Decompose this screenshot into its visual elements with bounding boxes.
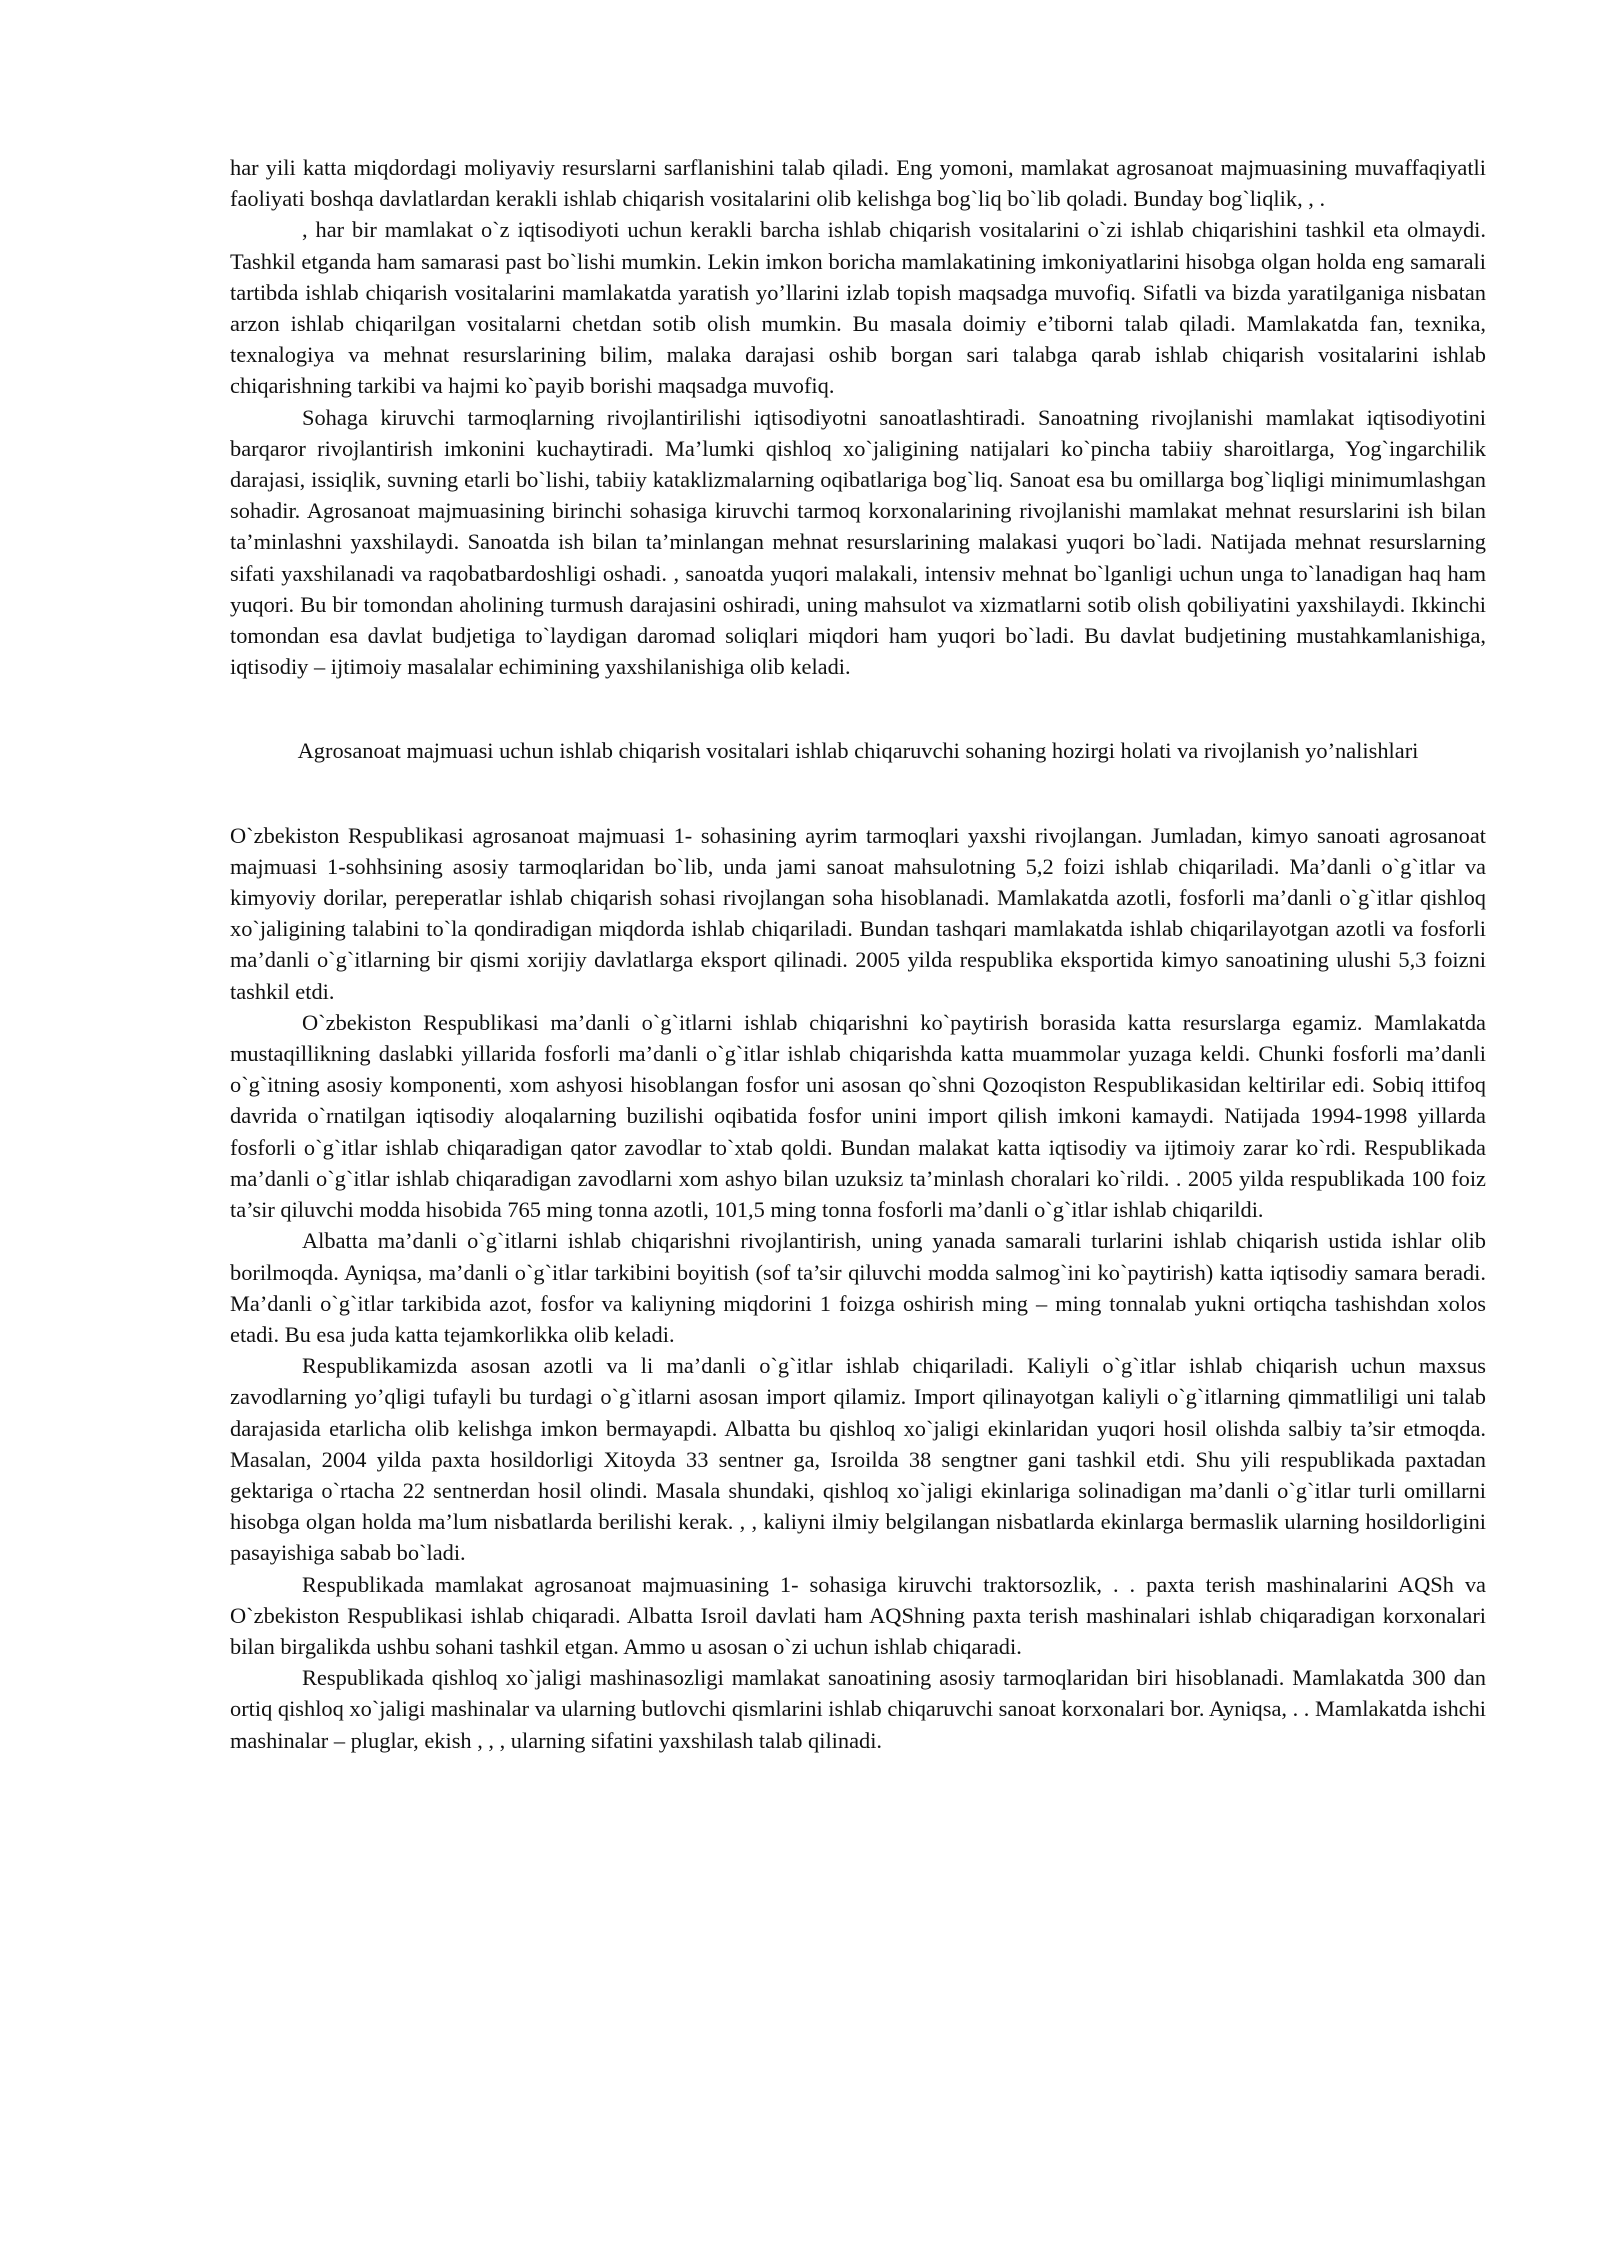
paragraph: Albatta ma’danli o`g`itlarni ishlab chiqarishni rivojlantirish, uning yanada samarali turlarini ishlab chiqarish ustida ishlar olib borilmoqda. Ayniqsa, ma’danli o`g`itlar tarkibini boyitish (sof ta’sir qiluvchi modda salmog`ini ko`paytirish) katta iqtisodiy samara beradi. Ma’danli o`g`itlar tarkibida azot, fosfor va kaliyning miqdorini 1 foizga oshirish ming – ming tonnalab yukni ortiqcha tashishdan xolos etadi. Bu esa juda katta tejamkorlikka olib keladi.	[230, 1228, 1486, 1347]
section-heading: Agrosanoat majmuasi uchun ishlab chiqarish vositalari ishlab chiqaruvchi sohaning hozirgi holati va rivojlanish yo’nalishlari	[297, 738, 1419, 764]
paragraph: O`zbekiston Respublikasi agrosanoat majmuasi 1- sohasining ayrim tarmoqlari yaxshi rivojlangan. Jumladan, kimyo sanoati agrosanoat majmuasi 1-sohhsining asosiy tarmoqlaridan bo`lib, unda jami sanoat mahsulotning 5,2 foizi ishlab chiqariladi. Ma’danli o`g`itlar va kimyoviy dorilar, pereperatlar ishlab chiqarish sohasi rivojlangan soha hisoblanadi. Mamlakatda azotli, fosforli ma’danli o`g`itlar qishloq xo`jaligining talabini to`la qondiradigan miqdorda ishlab chiqariladi. Bundan tashqari mamlakatda ishlab chiqarilayotgan azotli va fosforli ma’danli o`g`itlarning bir qismi xorijiy davlatlarga eksport qilinadi. 2005 yilda respublika eksportida kimyo sanoatining ulushi 5,3 foizni tashkil etdi.	[230, 822, 1486, 1004]
paragraph: Respublikada qishloq xo`jaligi mashinasozligi mamlakat sanoatining asosiy tarmoqlaridan biri hisoblanadi. Mamlakatda 300 dan ortiq qishloq xo`jaligi mashinalar va ularning butlovchi qismlarini ishlab chiqaruvchi sanoat korxonalari bor. Ayniqsa, . . Mamlakatda ishchi mashinalar – pluglar, ekish , , , ularning sifatini yaxshilash talab qilinadi.	[230, 1665, 1486, 1753]
paragraph: O`zbekiston Respublikasi ma’danli o`g`itlarni ishlab chiqarishni ko`paytirish borasida katta resurslarga egamiz. Mamlakatda mustaqillikning daslabki yillarida fosforli ma’danli o`g`itlar ishlab chiqarishda katta muammolar yuzaga keldi. Chunki fosforli ma’danli o`g`itning asosiy komponenti, xom ashyosi hisoblangan fosfor uni asosan qo`shni Qozoqiston Respublikasidan keltirilar edi. Sobiq ittifoq davrida o`rnatilgan iqtisodiy aloqalarning buzilishi oqibatida fosfor unini import qilish imkoni kamaydi. Natijada 1994-1998 yillarda fosforli o`g`itlar ishlab chiqaradigan qator zavodlar to`xtab qoldi. Bundan malakat katta iqtisodiy va ijtimoiy zarar ko`rdi. Respublikada ma’danli o`g`itlar ishlab chiqaradigan zavodlarni xom ashyo bilan uzuksiz ta’minlash choralari ko`rildi. . 2005 yilda respublikada 100 foiz ta’sir qiluvchi modda hisobida 765 ming tonna azotli, 101,5 ming tonna fosforli ma’danli o`g`itlar ishlab chiqarildi.	[230, 1009, 1486, 1223]
document-page	[230, 152, 1486, 1756]
paragraph: har yili katta miqdordagi moliyaviy resurslarni sarflanishini talab qiladi. Eng yomoni, mamlakat agrosanoat majmuasining muvaffaqiyatli faoliyati boshqa davlatlardan kerakli ishlab chiqarish vositalarini olib kelishga bog`liq bo`lib qoladi. Bunday bog`liqlik, , .	[230, 155, 1486, 212]
paragraph: , har bir mamlakat o`z iqtisodiyoti uchun kerakli barcha ishlab chiqarish vositalarini o`zi ishlab chiqarishini tashkil eta olmaydi. Tashkil etganda ham samarasi past bo`lishi mumkin. Lekin imkon boricha mamlakatining imkoniyatlarini hisobga olgan holda eng samarali tartibda ishlab chiqarish vositalarini mamlakatda yaratish yo’llarini izlab topish maqsadga muvofiq. Sifatli va bizda yaratilganiga nisbatan arzon ishlab chiqarilgan vositalarni chetdan sotib olish mumkin. Bu masala doimiy e’tiborni talab qiladi. Mamlakatda fan, texnika, texnalogiya va mehnat resurslarining bilim, malaka darajasi oshib borgan sari talabga qarab ishlab chiqarish vositalarini ishlab chiqarishning tarkibi va hajmi ko`payib borishi maqsadga muvofiq.	[230, 217, 1486, 399]
paragraph: Respublikamizda asosan azotli va li ma’danli o`g`itlar ishlab chiqariladi. Kaliyli o`g`itlar ishlab chiqarish uchun maxsus zavodlarning yo’qligi tufayli bu turdagi o`g`itlarni asosan import qilamiz. Import qilinayotgan kaliyli o`g`itlarning qimmatliligi uni talab darajasida etarlicha olib kelishga imkon bermayapdi. Albatta bu qishloq xo`jaligi ekinlaridan yuqori hosil olishda salbiy ta’sir etmoqda. Masalan, 2004 yilda paxta hosildorligi Xitoyda 33 sentner ga, Isroilda 38 sengtner gani tashkil etdi. Shu yili respublikada paxtadan gektariga o`rtacha 22 sentnerdan hosil olindi. Masala shundaki, qishloq xo`jaligi ekinlariga solinadigan ma’danli o`g`itlar turli omillarni hisobga olgan holda ma’lum nisbatlarda berilishi kerak. , , kaliyni ilmiy belgilangan nisbatlarda ekinlarga bermaslik ularning hosildorligini pasayishiga sabab bo`ladi.	[230, 1353, 1486, 1566]
paragraph: Respublikada mamlakat agrosanoat majmuasining 1- sohasiga kiruvchi traktorsozlik, . . paxta terish mashinalarini AQSh va O`zbekiston Respublikasi ishlab chiqaradi. Albatta Isroil davlati ham AQShning paxta terish mashinalari ishlab chiqaradigan korxonalari bilan birgalikda ushbu sohani tashkil etgan. Ammo u asosan o`zi uchun ishlab chiqaradi.	[230, 1571, 1486, 1659]
paragraph: Sohaga kiruvchi tarmoqlarning rivojlantirilishi iqtisodiyotni sanoatlashtiradi. Sanoatning rivojlanishi mamlakat iqtisodiyotini barqaror rivojlantirish imkonini kuchaytiradi. Ma’lumki qishloq xo`jaligining natijalari ko`pincha tabiiy sharoitlarga, Yog`ingarchilik darajasi, issiqlik, suvning etarli bo`lishi, tabiiy kataklizmalarning oqibatlariga bog`liq. Sanoat esa bu omillarga bog`liqligi minimumlashgan sohadir. Agrosanoat majmuasining birinchi sohasiga kiruvchi tarmoq korxonalarining rivojlanishi mamlakat mehnat resurslarini ish bilan ta’minlashni yaxshilaydi. Sanoatda ish bilan ta’minlangan mehnat resurslarining malakasi yuqori bo`ladi. Natijada mehnat resurslarning sifati yaxshilanadi va raqobatbardoshligi oshadi. , sanoatda yuqori malakali, intensiv mehnat bo`lganligi uchun unga to`lanadigan haq ham yuqori. Bu bir tomondan aholining turmush darajasini oshiradi, uning mahsulot va xizmatlarni sotib olish qobiliyatini yaxshilaydi. Ikkinchi tomondan esa davlat budjetiga to`laydigan daromad soliqlari miqdori ham yuqori bo`ladi. Bu davlat budjetining mustahkamlanishiga, iqtisodiy – ijtimoiy masalalar echimining yaxshilanishiga olib keladi.	[230, 404, 1486, 680]
